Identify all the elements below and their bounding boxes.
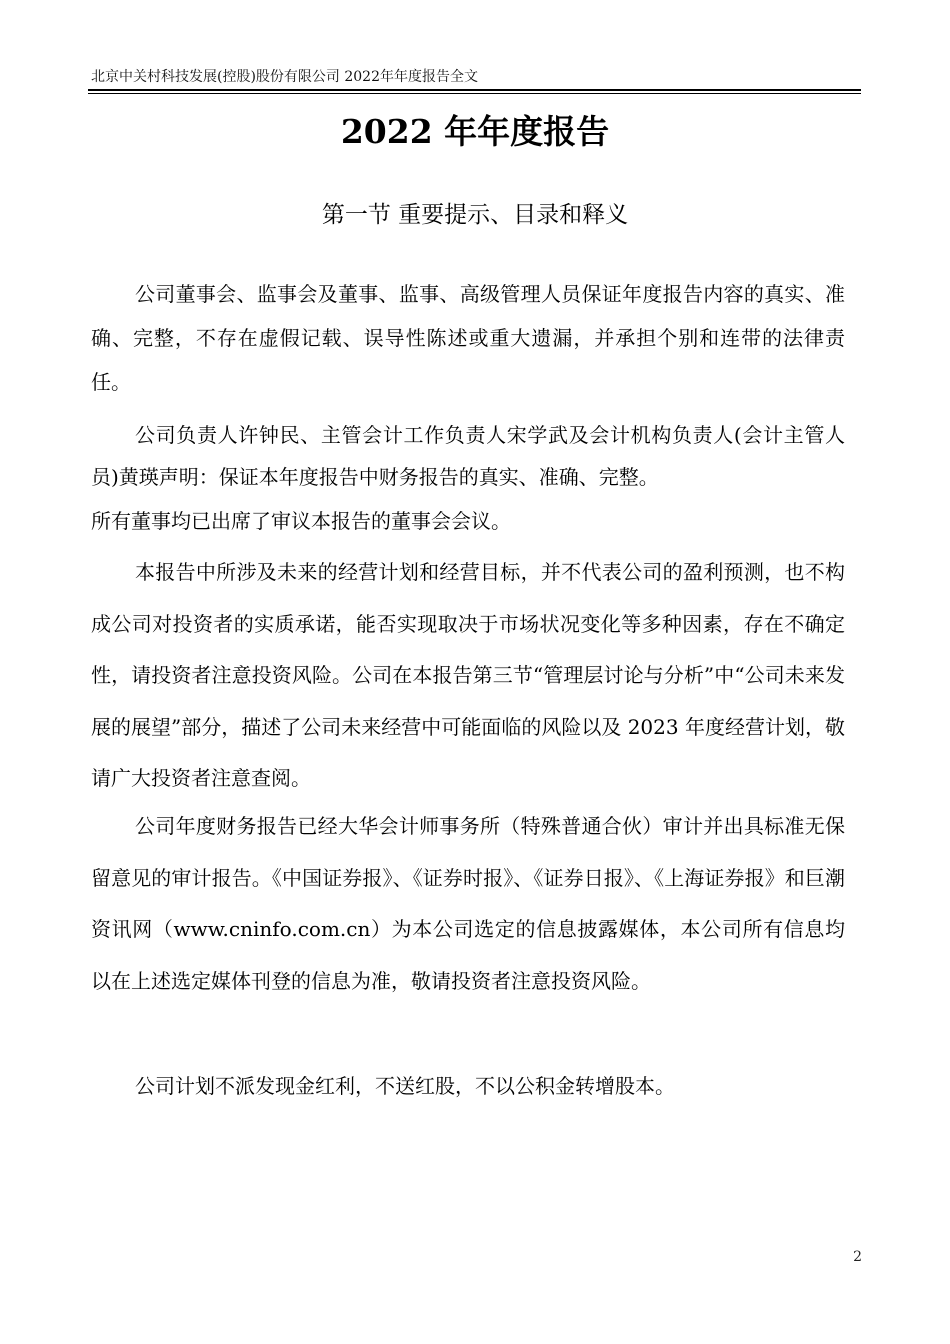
page-number: 2 [853, 1249, 862, 1265]
dividend-plan-paragraph: 公司计划不派发现金红利，不送红股，不以公积金转增股本。 [135, 1074, 675, 1098]
audit-media-paragraph: 公司年度财务报告已经大华会计师事务所（特殊普通合伙）审计并出具标准无保留意见的审计报告。《中国证券报》、《证券时报》、《证券日报》、《上海证券报》和巨潮资讯网（www.cninfo.com.cn）为本公司选定的信息披露媒体，本公司所有信息均以在上述选定媒体刊登的信息为准，敬请投资者注意投资风险。 [91, 814, 845, 993]
header-rule-thin [88, 93, 861, 94]
header-rule-thick [88, 89, 861, 91]
risk-notice-paragraph: 本报告中所涉及未来的经营计划和经营目标，并不代表公司的盈利预测，也不构成公司对投资者的实质承诺，能否实现取决于市场状况变化等多种因素，存在不确定性，请投资者注意投资风险。公司在本报告第三节“管理层讨论与分析”中“公司未来发展的展望”部分，描述了公司未来经营中可能面临的风险以及 2023 年度经营计划，敬请广大投资者注意查阅。 [91, 560, 845, 790]
document-title: 2022 年年度报告 [340, 112, 610, 151]
board-guarantee-paragraph: 公司董事会、监事会及董事、监事、高级管理人员保证年度报告内容的真实、准确、完整，不存在虚假记载、误导性陈述或重大遗漏，并承担个别和连带的法律责任。 [91, 282, 845, 394]
attendance-paragraph: 所有董事均已出席了审议本报告的董事会会议。 [91, 509, 511, 533]
running-header: 北京中关村科技发展(控股)股份有限公司 2022年年度报告全文 [91, 69, 479, 85]
responsible-statement-paragraph: 公司负责人许钟民、主管会计工作负责人宋学武及会计机构负责人(会计主管人员)黄瑛声明：保证本年度报告中财务报告的真实、准确、完整。 [91, 423, 845, 489]
section-title: 第一节 重要提示、目录和释义 [321, 202, 629, 228]
